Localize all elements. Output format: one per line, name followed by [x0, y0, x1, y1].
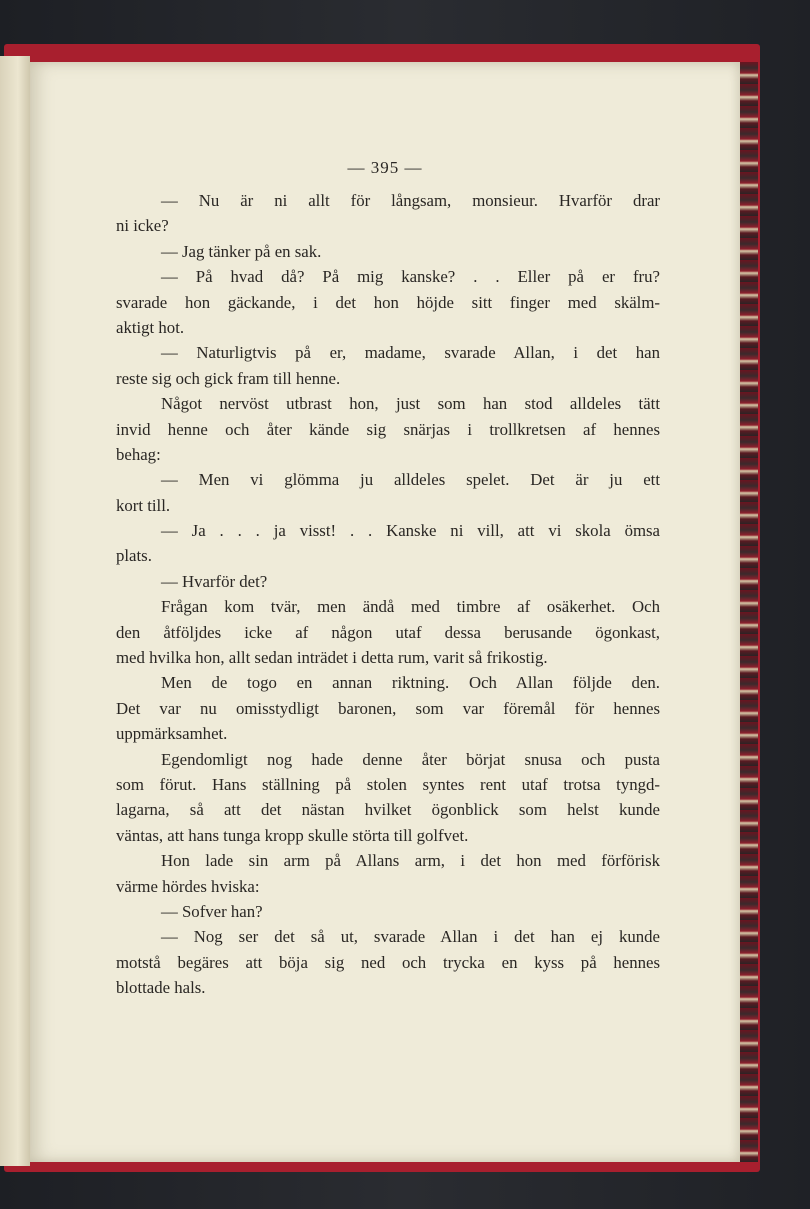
text-line: Frågan kom tvär, men ändå med timbre af osäkerhet. Och — [161, 597, 660, 617]
text-line: — Nog ser det så ut, svarade Allan i det han ej kunde — [161, 927, 660, 947]
marbled-fore-edge — [740, 62, 758, 1162]
text-line: Hon lade sin arm på Allans arm, i det hon med förförisk — [161, 851, 660, 871]
text-line: plats. — [116, 546, 152, 566]
text-line: — På hvad då? På mig kanske? . . Eller på er fru? — [161, 267, 660, 287]
text-line: värme hördes hviska: — [116, 876, 260, 896]
text-line: Det var nu omisstydligt baronen, som var föremål för hennes — [116, 698, 660, 718]
text-line: lagarna, så att det nästan hvilket ögonblick som helst kunde — [116, 800, 660, 820]
text-line: — Jag tänker på en sak. — [161, 241, 322, 261]
text-line: — Men vi glömma ju alldeles spelet. Det är ju ett — [161, 470, 660, 490]
text-line: svarade hon gäckande, i det hon höjde sitt finger med skälm- — [116, 292, 660, 312]
text-line: reste sig och gick fram till henne. — [116, 368, 341, 388]
text-line: — Hvarför det? — [161, 571, 268, 591]
text-line: med hvilka hon, allt sedan inträdet i detta rum, varit så frikostig. — [116, 648, 548, 668]
text-line: Något nervöst utbrast hon, just som han stod alldeles tätt — [161, 394, 660, 414]
text-line: — Nu är ni allt för långsam, monsieur. Hvarför drar — [161, 191, 660, 210]
book-page — [30, 62, 740, 1162]
text-line: blottade hals. — [116, 978, 206, 998]
text-line: — Ja . . . ja visst! . . Kanske ni vill, att vi skola ömsa — [161, 521, 660, 541]
text-line: motstå begäres att böja sig ned och trycka en kyss på hennes — [116, 952, 660, 972]
text-line: kort till. — [116, 495, 171, 515]
text-line: — Sofver han? — [161, 901, 263, 921]
page-number: — 395 — — [347, 158, 423, 177]
text-line: uppmärksamhet. — [116, 724, 228, 744]
text-line: behag: — [116, 444, 161, 464]
text-line: väntas, att hans tunga kropp skulle störta till golfvet. — [116, 825, 469, 845]
text-line: som förut. Hans ställning på stolen syntes rent utaf trotsa tyngd- — [116, 774, 660, 794]
text-line: Egendomligt nog hade denne åter börjat snusa och pusta — [161, 749, 660, 769]
page-text — [116, 188, 660, 1001]
text-line: aktigt hot. — [116, 317, 185, 337]
text-line: Men de togo en annan riktning. Och Allan följde den. — [161, 673, 660, 693]
text-line: ni icke? — [116, 216, 169, 236]
text-line: den åtföljdes icke af någon utaf dessa berusande ögonkast, — [116, 622, 660, 642]
text-line: invid henne och åter kände sig snärjas i trollkretsen af hennes — [116, 419, 660, 439]
text-line: — Naturligtvis på er, madame, svarade Allan, i det han — [161, 343, 660, 363]
left-page-edge — [0, 56, 30, 1166]
